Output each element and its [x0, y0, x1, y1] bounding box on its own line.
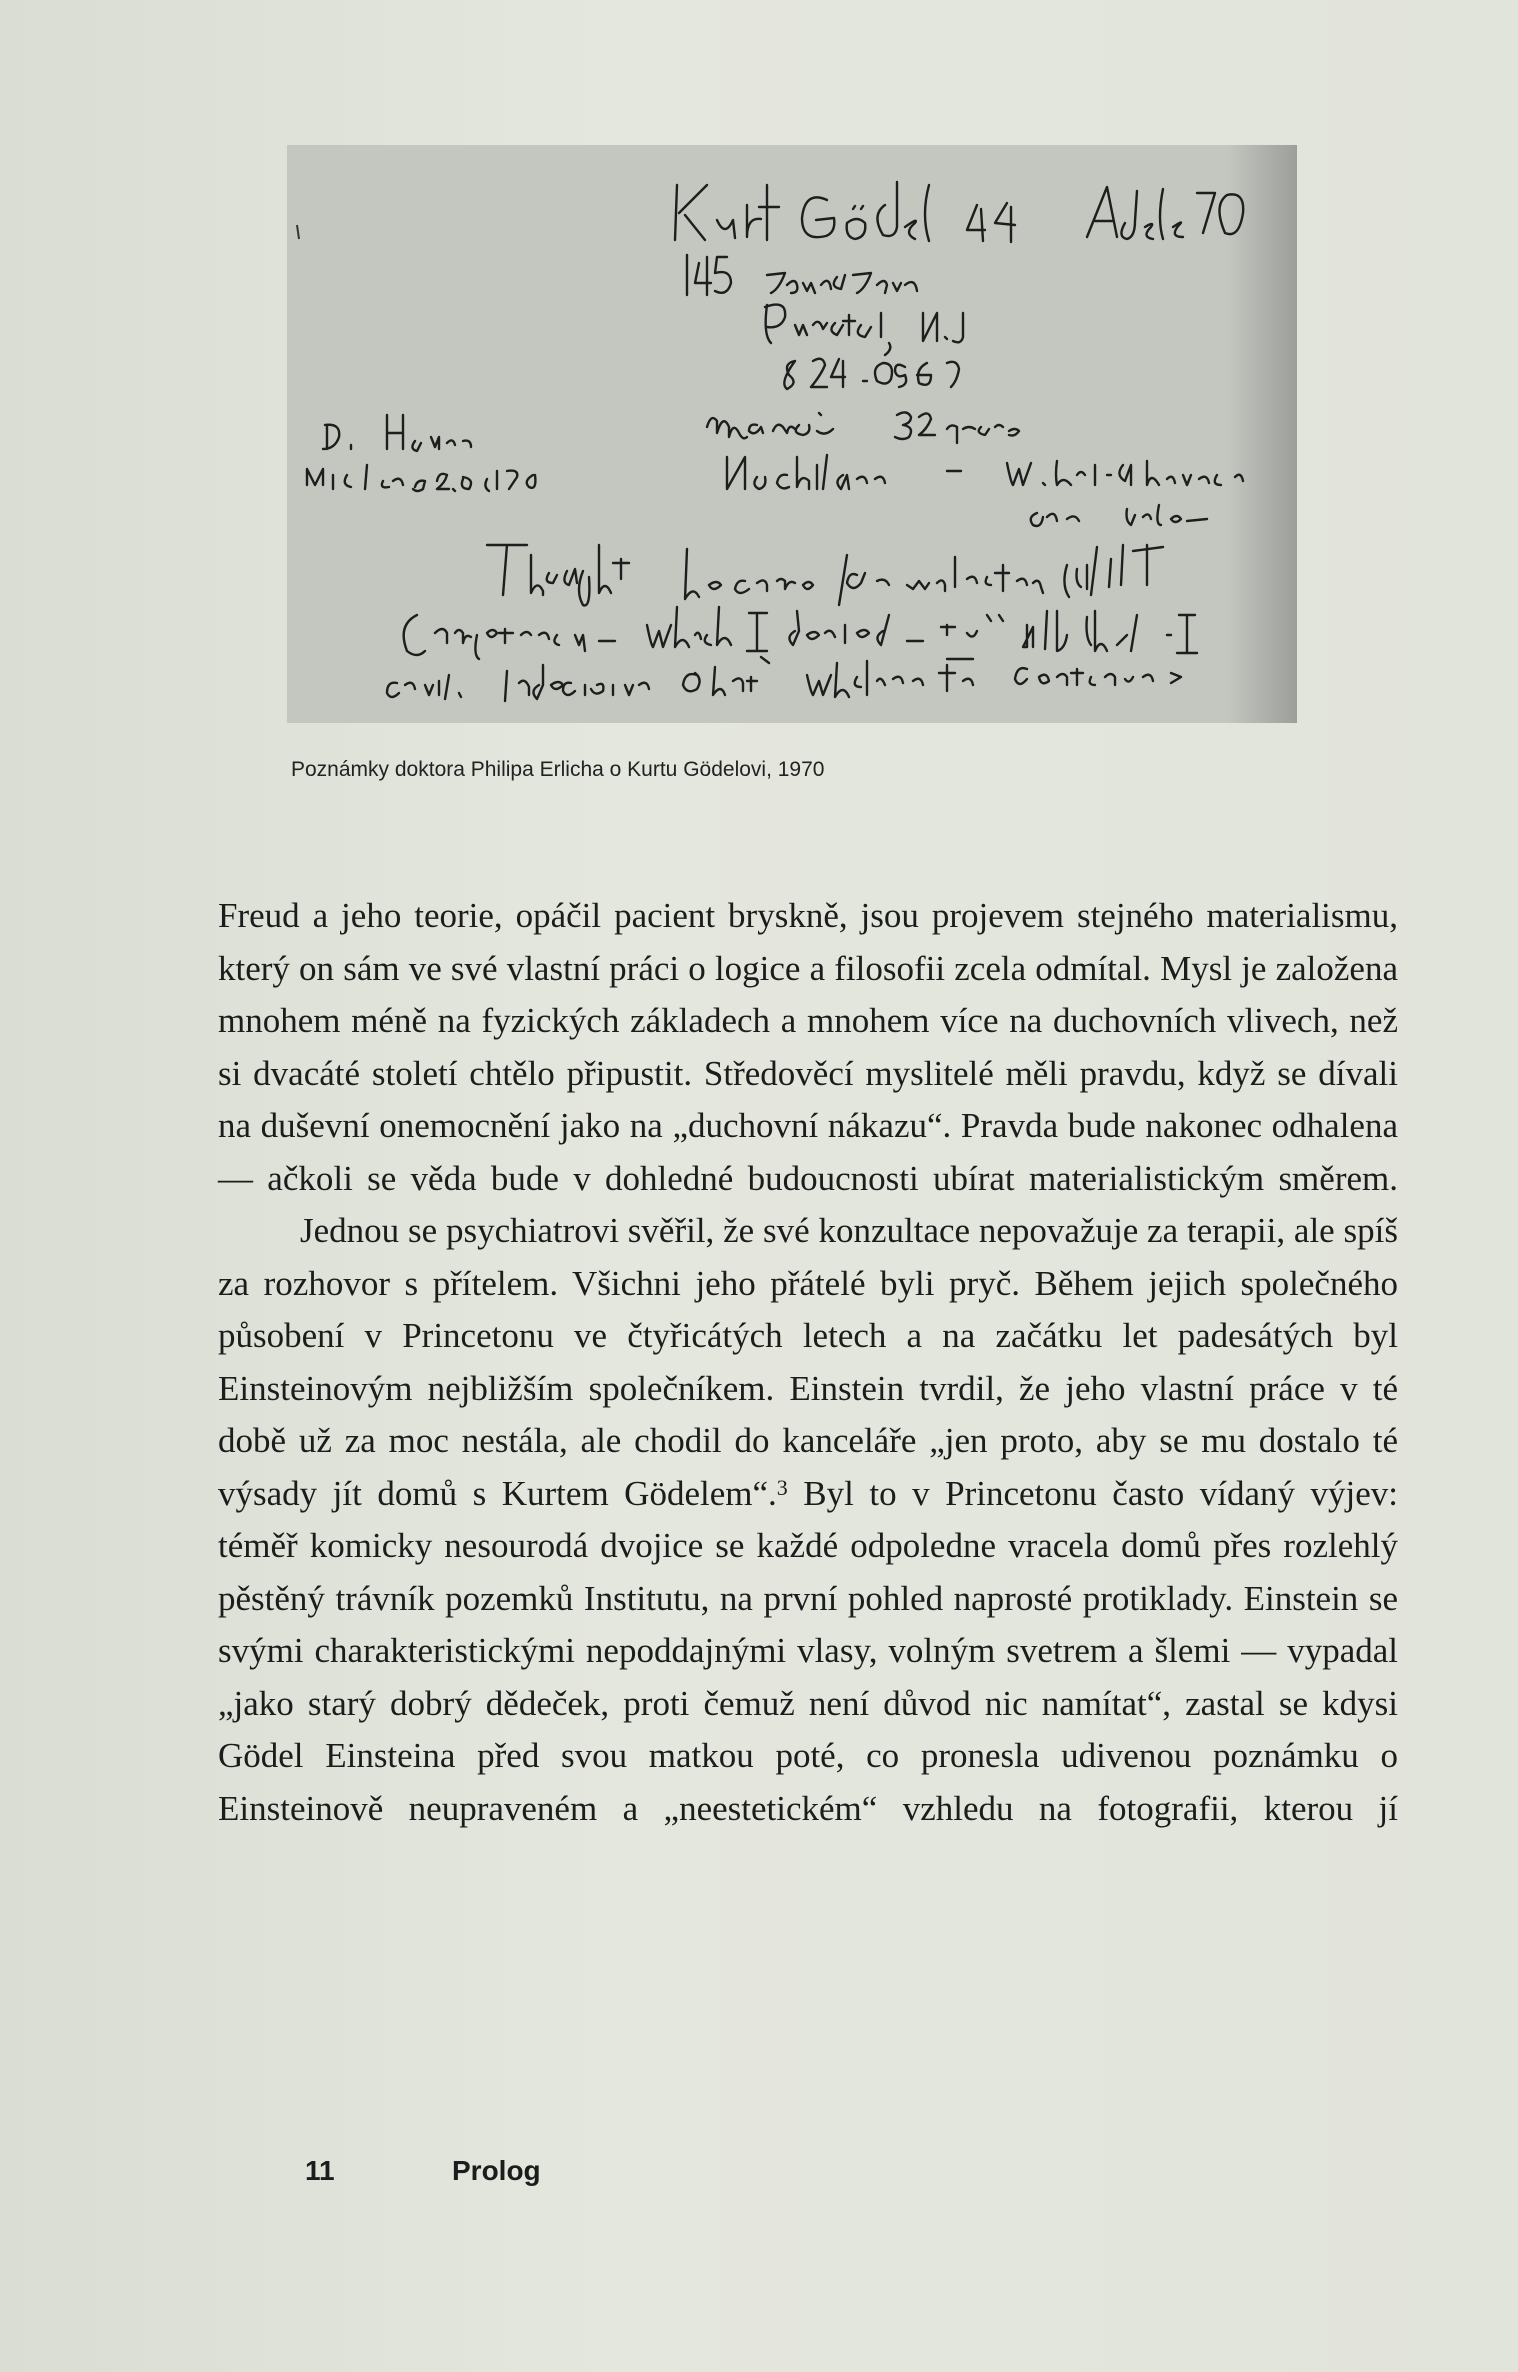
figure-caption: Poznámky doktora Philipa Erlicha o Kurtu Gödelovi, 1970: [291, 758, 825, 781]
footnote-reference[interactable]: 3: [776, 1474, 788, 1500]
paragraph-2-part-b: Byl to v Princetonu často vídaný výjev: téměř komicky nesourodá dvojice se každé odpoledne vracela domů přes rozlehlý pěstěný trávník pozemků Institutu, na první pohled naprosté protiklady. Einstein se svými charakteristickými nepoddajnými vlasy, volným svetrem a šlemi — vypadal „jako starý dobrý dědeček, proti čemuž není důvod nic namítat“, zastal se kdysi Gödel Einsteina před svou matkou poté, co pronesla udivenou poznámku o Einsteinově neupraveném a „neestetickém“ vzhledu na fotografii, kterou jí: [218, 1473, 1398, 1828]
paragraph-2-part-a: Jednou se psychiatrovi svěřil, že své konzultace nepovažuje za terapii, ale spíš za rozhovor s přítelem. Všichni jeho přátelé byli pryč. Během jejich společného působení v Princetonu ve čtyřicátých letech a na začátku let padesátých byl Einsteinovým nejbližším společníkem. Einstein tvrdil, že jeho vlastní práce v té době už za moc nestála, ale chodil do kanceláře „jen proto, aby se mu dostalo té výsady jít domů s Kurtem Gödelem“.: [218, 1211, 1398, 1513]
running-footer-title: Prolog: [452, 2155, 541, 2186]
handwritten-notes-image: [287, 145, 1297, 723]
paragraph-2: [218, 1205, 1398, 1835]
body-text: [218, 890, 1398, 1835]
page-number: 11: [305, 2155, 335, 2186]
paragraph-1: Freud a jeho teorie, opáčil pacient bryskně, jsou projevem stejného materialismu, který on sám ve své vlastní práci o logice a filosofii zcela odmítal. Mysl je založena mnohem méně na fyzických základech a mnohem více na duchovních vlivech, než si dvacáté století chtělo připustit. Středověcí myslitelé měli pravdu, když se dívali na duševní onemocnění jako na „duchovní nákazu“. Pravda bude nakonec odhalena — ačkoli se věda bude v dohledné budoucnosti ubírat materialistickým směrem.: [218, 896, 1398, 1198]
handwritten-notes-photo: [287, 145, 1297, 723]
